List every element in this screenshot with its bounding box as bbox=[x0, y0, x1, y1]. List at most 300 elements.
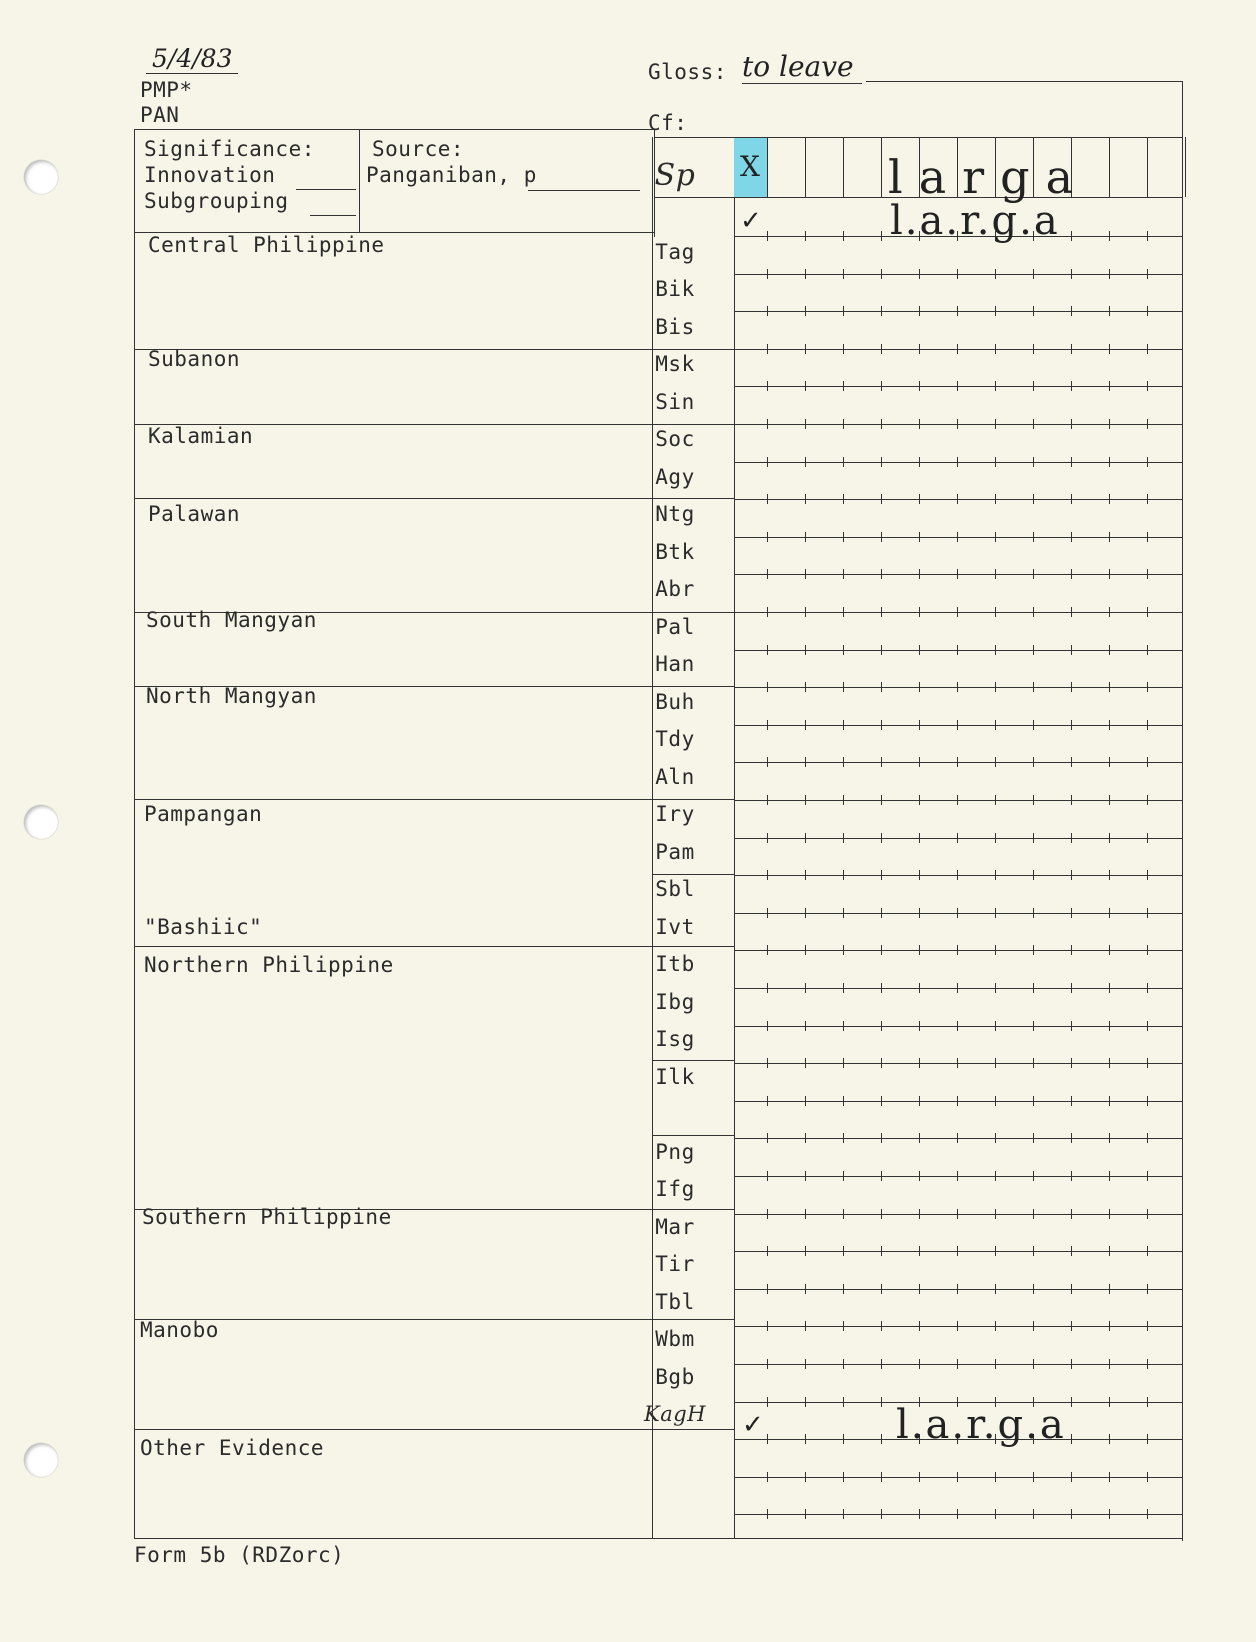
entry-row-tick bbox=[767, 682, 768, 692]
entry-row-tick bbox=[767, 1171, 768, 1181]
entry-row-tick bbox=[957, 532, 958, 542]
entry-row-tick bbox=[1033, 682, 1034, 692]
entry-row-tick bbox=[1109, 1321, 1110, 1331]
entry-row-tick bbox=[957, 1058, 958, 1068]
entry-row-tick bbox=[1109, 457, 1110, 467]
entry-row-tick bbox=[957, 1246, 958, 1256]
entry-row-tick bbox=[1033, 795, 1034, 805]
cf-label: Cf: bbox=[648, 111, 688, 135]
entry-row-tick bbox=[843, 682, 844, 692]
entry-row-tick bbox=[805, 720, 806, 730]
entry-row-line bbox=[734, 1101, 1182, 1102]
entry-row-tick bbox=[805, 269, 806, 279]
subgrouping-label: Subgrouping bbox=[144, 189, 289, 213]
entry-row-tick bbox=[1033, 607, 1034, 617]
entry-row-line bbox=[734, 1138, 1182, 1139]
sp-mark: X bbox=[740, 150, 760, 183]
entry-row-tick bbox=[1109, 1021, 1110, 1031]
lang-code-png: Png bbox=[655, 1139, 695, 1164]
entry-row-tick bbox=[995, 269, 996, 279]
entry-row-tick bbox=[1071, 983, 1072, 993]
entry-row-tick bbox=[881, 1321, 882, 1331]
entry-row-tick bbox=[919, 569, 920, 579]
entry-row-tick bbox=[1033, 1058, 1034, 1068]
entry-row-tick bbox=[1071, 381, 1072, 391]
entry-row-tick bbox=[1147, 833, 1148, 843]
lang-code-bgb: Bgb bbox=[655, 1364, 695, 1389]
entry-row-tick bbox=[1033, 532, 1034, 542]
entry-row-tick bbox=[1071, 1397, 1072, 1407]
entry-row-tick bbox=[1147, 231, 1148, 241]
lang-code-sbl: Sbl bbox=[655, 877, 695, 901]
sp-grid-cell-divider bbox=[805, 137, 806, 197]
entry-row-tick bbox=[767, 1246, 768, 1256]
innovation-blank bbox=[296, 189, 356, 190]
sp-grid-cell-divider bbox=[767, 137, 768, 197]
entry-row-tick bbox=[1147, 1397, 1148, 1407]
entry-row-tick bbox=[995, 1096, 996, 1106]
lang-code-bis: Bis bbox=[655, 314, 695, 339]
lang-code-tag: Tag bbox=[655, 239, 695, 264]
entry-row-tick bbox=[1071, 1284, 1072, 1294]
entry-row-tick bbox=[919, 457, 920, 467]
frame-left bbox=[134, 129, 135, 1538]
entry-row-tick bbox=[805, 757, 806, 767]
entry-row-tick bbox=[1071, 1359, 1072, 1369]
entry-row-tick bbox=[995, 1321, 996, 1331]
entry-row-tick bbox=[995, 306, 996, 316]
code-separator bbox=[652, 874, 734, 875]
lang-code-buh: Buh bbox=[655, 689, 695, 714]
entry-row-tick bbox=[843, 1133, 844, 1143]
entry-row-line bbox=[734, 1063, 1182, 1064]
entry-row-tick bbox=[767, 1359, 768, 1369]
entry-row-tick bbox=[1071, 306, 1072, 316]
entry-row-tick bbox=[767, 795, 768, 805]
entry-row-tick bbox=[1109, 1284, 1110, 1294]
code-separator bbox=[652, 1319, 734, 1320]
entry-row-tick bbox=[995, 757, 996, 767]
entry-row-tick bbox=[1147, 645, 1148, 655]
entry-row-tick bbox=[995, 1133, 996, 1143]
entry-row-tick bbox=[881, 607, 882, 617]
entry-row-tick bbox=[881, 1472, 882, 1482]
entry-row-tick bbox=[1147, 1096, 1148, 1106]
entry-row-tick bbox=[767, 457, 768, 467]
entry-row-tick bbox=[957, 419, 958, 429]
entry-row-tick bbox=[881, 945, 882, 955]
entry-row-line bbox=[734, 1026, 1182, 1027]
entry-row-tick bbox=[1109, 1472, 1110, 1482]
entry-row-tick bbox=[1109, 908, 1110, 918]
entry-row-tick bbox=[1109, 833, 1110, 843]
entry-row-tick bbox=[1033, 757, 1034, 767]
entry-row-line bbox=[734, 349, 1182, 350]
entry-row-tick bbox=[767, 983, 768, 993]
entry-row-line bbox=[734, 612, 1182, 613]
entry-row-tick bbox=[881, 1359, 882, 1369]
entry-row-tick bbox=[995, 532, 996, 542]
gloss-value: to leave bbox=[742, 50, 862, 84]
entry-row-tick bbox=[1109, 607, 1110, 617]
entry-row-tick bbox=[1147, 344, 1148, 354]
entry-row-tick bbox=[1071, 607, 1072, 617]
entry-row-tick bbox=[767, 833, 768, 843]
entry-row-tick bbox=[1071, 1209, 1072, 1219]
frame-top-right bbox=[866, 81, 1183, 82]
entry-row-tick bbox=[957, 381, 958, 391]
entry-row-tick bbox=[805, 1284, 806, 1294]
entry-row-tick bbox=[1071, 908, 1072, 918]
entry-row-tick bbox=[1071, 795, 1072, 805]
entry-row-tick bbox=[881, 419, 882, 429]
entry-row-tick bbox=[919, 795, 920, 805]
lang-code-tir: Tir bbox=[655, 1252, 695, 1276]
entry-row-tick bbox=[995, 945, 996, 955]
entry-row-tick bbox=[881, 269, 882, 279]
entry-row-tick bbox=[995, 1171, 996, 1181]
entry-row-tick bbox=[1071, 1058, 1072, 1068]
entry-row-tick bbox=[1147, 1284, 1148, 1294]
entry-row-tick bbox=[1147, 419, 1148, 429]
entry-row-tick bbox=[767, 1434, 768, 1444]
entry-row-tick bbox=[1071, 1509, 1072, 1519]
entry-row-tick bbox=[843, 1321, 844, 1331]
entry-row-tick bbox=[1109, 795, 1110, 805]
entry-row-tick bbox=[881, 645, 882, 655]
entry-row-tick bbox=[1071, 945, 1072, 955]
entry-row-tick bbox=[957, 945, 958, 955]
entry-row-tick bbox=[1147, 870, 1148, 880]
entry-row-tick bbox=[881, 1284, 882, 1294]
entry-row-tick bbox=[843, 1284, 844, 1294]
entry-row-tick bbox=[767, 1209, 768, 1219]
entry-row-tick bbox=[843, 532, 844, 542]
entry-row-tick bbox=[805, 795, 806, 805]
entry-row-tick bbox=[805, 1058, 806, 1068]
frame-bottom bbox=[134, 1538, 1183, 1539]
entry-row-tick bbox=[995, 1058, 996, 1068]
entry-row-tick bbox=[881, 720, 882, 730]
entry-row-tick bbox=[1033, 720, 1034, 730]
entry-row-tick bbox=[919, 306, 920, 316]
source-page-blank bbox=[528, 190, 640, 191]
entry-row-tick bbox=[805, 1397, 806, 1407]
entry-row-tick bbox=[881, 1133, 882, 1143]
entry-row-tick bbox=[1109, 1171, 1110, 1181]
gloss-label: Gloss: bbox=[648, 60, 727, 84]
kagh-mark: ✓ bbox=[742, 1410, 764, 1440]
entry-row-tick bbox=[1147, 381, 1148, 391]
entry-row-tick bbox=[957, 494, 958, 504]
entry-row-tick bbox=[881, 1246, 882, 1256]
entry-row-tick bbox=[767, 1133, 768, 1143]
entry-row-tick bbox=[919, 1509, 920, 1519]
entry-row-tick bbox=[919, 757, 920, 767]
entry-row-tick bbox=[843, 1171, 844, 1181]
sig-box-top bbox=[134, 129, 654, 130]
entry-row-tick bbox=[919, 607, 920, 617]
entry-row-tick bbox=[1033, 983, 1034, 993]
entry-row-tick bbox=[919, 1096, 920, 1106]
entry-row-tick bbox=[1147, 494, 1148, 504]
entry-row-tick bbox=[1033, 908, 1034, 918]
lang-code-pam: Pam bbox=[655, 839, 695, 864]
entry-row-line bbox=[734, 574, 1182, 575]
entry-row-tick bbox=[1033, 1209, 1034, 1219]
lang-code-msk: Msk bbox=[655, 352, 695, 376]
significance-label: Significance: bbox=[144, 137, 315, 161]
entry-row-tick bbox=[767, 381, 768, 391]
entry-row-tick bbox=[805, 231, 806, 241]
entry-row-tick bbox=[1033, 1284, 1034, 1294]
group-kalamian: Kalamian bbox=[148, 424, 254, 448]
entry-row-tick bbox=[843, 1096, 844, 1106]
entry-row-tick bbox=[767, 419, 768, 429]
entry-row-tick bbox=[843, 945, 844, 955]
entry-row-tick bbox=[805, 682, 806, 692]
entry-row-tick bbox=[919, 945, 920, 955]
lang-code-sp: Sp bbox=[654, 158, 696, 193]
entry-row-tick bbox=[1033, 1133, 1034, 1143]
entry-row-tick bbox=[1147, 269, 1148, 279]
entry-row-tick bbox=[1147, 1133, 1148, 1143]
code-separator bbox=[652, 349, 734, 350]
entry-row-tick bbox=[805, 1171, 806, 1181]
entry-row-line bbox=[734, 1289, 1182, 1290]
entry-row-tick bbox=[1147, 607, 1148, 617]
entry-row-tick bbox=[1147, 945, 1148, 955]
code-separator bbox=[652, 1209, 734, 1210]
entry-row-tick bbox=[957, 983, 958, 993]
entry-row-tick bbox=[843, 870, 844, 880]
entry-row-tick bbox=[919, 1359, 920, 1369]
entry-row-tick bbox=[843, 1246, 844, 1256]
entry-row-tick bbox=[805, 1021, 806, 1031]
entry-row-tick bbox=[805, 457, 806, 467]
entry-row-tick bbox=[767, 870, 768, 880]
entry-row-tick bbox=[1071, 682, 1072, 692]
entry-row-tick bbox=[1109, 682, 1110, 692]
entry-row-tick bbox=[919, 1472, 920, 1482]
entry-row-tick bbox=[1109, 1246, 1110, 1256]
code-separator bbox=[652, 799, 734, 800]
entry-row-tick bbox=[1109, 1359, 1110, 1369]
entry-row-tick bbox=[805, 833, 806, 843]
entry-row-tick bbox=[1109, 1434, 1110, 1444]
entry-row-line bbox=[734, 537, 1182, 538]
entry-row-tick bbox=[805, 1209, 806, 1219]
group-northern-philippine: Northern Philippine bbox=[144, 953, 394, 977]
entry-row-tick bbox=[919, 908, 920, 918]
entry-row-tick bbox=[957, 1133, 958, 1143]
entry-row-tick bbox=[1033, 344, 1034, 354]
code-separator bbox=[652, 946, 734, 947]
entry-row-tick bbox=[1033, 1246, 1034, 1256]
entry-row-tick bbox=[957, 795, 958, 805]
entry-row-tick bbox=[1109, 870, 1110, 880]
lang-code-ivt: Ivt bbox=[655, 914, 695, 939]
lang-code-tdy: Tdy bbox=[655, 727, 695, 751]
entry-row-tick bbox=[767, 1397, 768, 1407]
entry-row-tick bbox=[881, 1021, 882, 1031]
entry-row-line bbox=[734, 386, 1182, 387]
binder-hole-middle bbox=[24, 805, 58, 839]
entry-row-line bbox=[734, 875, 1182, 876]
entry-row-tick bbox=[919, 682, 920, 692]
entry-row-tick bbox=[919, 269, 920, 279]
entry-row-tick bbox=[1147, 569, 1148, 579]
entry-row-tick bbox=[1109, 1133, 1110, 1143]
entry-row-tick bbox=[1147, 532, 1148, 542]
entry-row-tick bbox=[957, 1096, 958, 1106]
lang-code-ifg: Ifg bbox=[655, 1177, 695, 1201]
entry-row-tick bbox=[881, 494, 882, 504]
entry-row-tick bbox=[843, 1472, 844, 1482]
entry-row-tick bbox=[1033, 1472, 1034, 1482]
entry-row-tick bbox=[995, 1021, 996, 1031]
entry-row-tick bbox=[1033, 1171, 1034, 1181]
group-manobo: Manobo bbox=[140, 1318, 219, 1342]
entry-row-tick bbox=[919, 1058, 920, 1068]
kagh-form: l.a.r.g.a bbox=[896, 1402, 1066, 1448]
entry-row-tick bbox=[957, 1021, 958, 1031]
entry-row-tick bbox=[767, 532, 768, 542]
entry-row-tick bbox=[881, 457, 882, 467]
entry-row-tick bbox=[1033, 419, 1034, 429]
entry-row-line bbox=[734, 311, 1182, 312]
entry-row-tick bbox=[919, 645, 920, 655]
entry-row-tick bbox=[767, 344, 768, 354]
entry-row-tick bbox=[881, 1397, 882, 1407]
entry-row-line bbox=[734, 762, 1182, 763]
entry-row-tick bbox=[881, 833, 882, 843]
entry-row-tick bbox=[1147, 795, 1148, 805]
entry-row-tick bbox=[805, 344, 806, 354]
entry-row-tick bbox=[1109, 381, 1110, 391]
entry-row-tick bbox=[881, 306, 882, 316]
entry-row-tick bbox=[1147, 1359, 1148, 1369]
entry-row-tick bbox=[1147, 757, 1148, 767]
entry-row-tick bbox=[1109, 494, 1110, 504]
entry-row-tick bbox=[767, 231, 768, 241]
entry-row-tick bbox=[995, 795, 996, 805]
entry-row-tick bbox=[1071, 720, 1072, 730]
entry-row-tick bbox=[1071, 1246, 1072, 1256]
sp-grid-cell-divider bbox=[1185, 137, 1186, 197]
entry-row-line bbox=[734, 725, 1182, 726]
entry-row-tick bbox=[805, 1359, 806, 1369]
entry-row-tick bbox=[957, 344, 958, 354]
entry-row-tick bbox=[1033, 1096, 1034, 1106]
entry-row-tick bbox=[881, 1171, 882, 1181]
entry-row-tick bbox=[767, 269, 768, 279]
entry-row-tick bbox=[1147, 1171, 1148, 1181]
entry-row-line bbox=[734, 1326, 1182, 1327]
lang-code-aln: Aln bbox=[655, 764, 695, 789]
entry-row-tick bbox=[805, 983, 806, 993]
entry-row-tick bbox=[957, 908, 958, 918]
lang-code-bik: Bik bbox=[655, 277, 695, 301]
entry-row-tick bbox=[1109, 1509, 1110, 1519]
lang-code-abr: Abr bbox=[655, 577, 695, 601]
entry-row-tick bbox=[1071, 1321, 1072, 1331]
entry-row-tick bbox=[805, 532, 806, 542]
entry-row-tick bbox=[995, 908, 996, 918]
entry-row-tick bbox=[919, 419, 920, 429]
entry-row-line bbox=[734, 1176, 1182, 1177]
entry-row-tick bbox=[995, 1246, 996, 1256]
sp-grid-cell-divider bbox=[881, 137, 882, 197]
entry-row-tick bbox=[1109, 757, 1110, 767]
entry-row-tick bbox=[843, 757, 844, 767]
group-southern-philippine: Southern Philippine bbox=[142, 1205, 392, 1229]
lang-code-mar: Mar bbox=[655, 1214, 695, 1239]
sp-form: larga bbox=[888, 150, 1089, 204]
entry-row-tick bbox=[995, 494, 996, 504]
entry-row-tick bbox=[1071, 231, 1072, 241]
entry-row-tick bbox=[767, 908, 768, 918]
entry-row-tick bbox=[1109, 344, 1110, 354]
entry-row-tick bbox=[919, 983, 920, 993]
entry-row-tick bbox=[881, 381, 882, 391]
entry-row-tick bbox=[1071, 1133, 1072, 1143]
entry-row-tick bbox=[881, 870, 882, 880]
form-footer: Form 5b (RDZorc) bbox=[134, 1543, 345, 1567]
entry-row-tick bbox=[1147, 1472, 1148, 1482]
entry-row-line bbox=[734, 687, 1182, 688]
entry-row-tick bbox=[843, 494, 844, 504]
entry-row-tick bbox=[995, 1509, 996, 1519]
entry-row-tick bbox=[1033, 306, 1034, 316]
entry-row-line bbox=[734, 650, 1182, 651]
entry-row-tick bbox=[881, 1096, 882, 1106]
entry-row-tick bbox=[843, 1397, 844, 1407]
entry-row-tick bbox=[805, 1133, 806, 1143]
entry-row-tick bbox=[919, 381, 920, 391]
entry-row-tick bbox=[995, 833, 996, 843]
entry-row-tick bbox=[995, 381, 996, 391]
entry-row-tick bbox=[1147, 983, 1148, 993]
entry-row-tick bbox=[843, 833, 844, 843]
entry-row-tick bbox=[843, 381, 844, 391]
lang-code-ntg: Ntg bbox=[655, 502, 695, 526]
entry-row-line bbox=[734, 838, 1182, 839]
entry-row-tick bbox=[919, 870, 920, 880]
entry-row-tick bbox=[843, 1434, 844, 1444]
group-central-philippine: Central Philippine bbox=[148, 233, 385, 257]
entry-row-tick bbox=[1071, 419, 1072, 429]
entry-row-tick bbox=[995, 720, 996, 730]
entry-row-tick bbox=[881, 757, 882, 767]
entry-row-tick bbox=[1033, 1509, 1034, 1519]
entry-row-tick bbox=[919, 532, 920, 542]
entry-row-tick bbox=[1033, 494, 1034, 504]
entry-row-tick bbox=[995, 1209, 996, 1219]
entry-row-tick bbox=[1071, 344, 1072, 354]
entry-row-tick bbox=[1147, 1209, 1148, 1219]
entry-row-tick bbox=[881, 1058, 882, 1068]
entry-row-tick bbox=[843, 645, 844, 655]
entry-row-tick bbox=[843, 983, 844, 993]
entry-row-tick bbox=[881, 1509, 882, 1519]
entry-row-tick bbox=[1071, 645, 1072, 655]
entry-row-tick bbox=[843, 269, 844, 279]
tag-mark: ✓ bbox=[740, 206, 762, 236]
entry-row-tick bbox=[1071, 532, 1072, 542]
entry-row-tick bbox=[1147, 306, 1148, 316]
entry-row-tick bbox=[805, 645, 806, 655]
